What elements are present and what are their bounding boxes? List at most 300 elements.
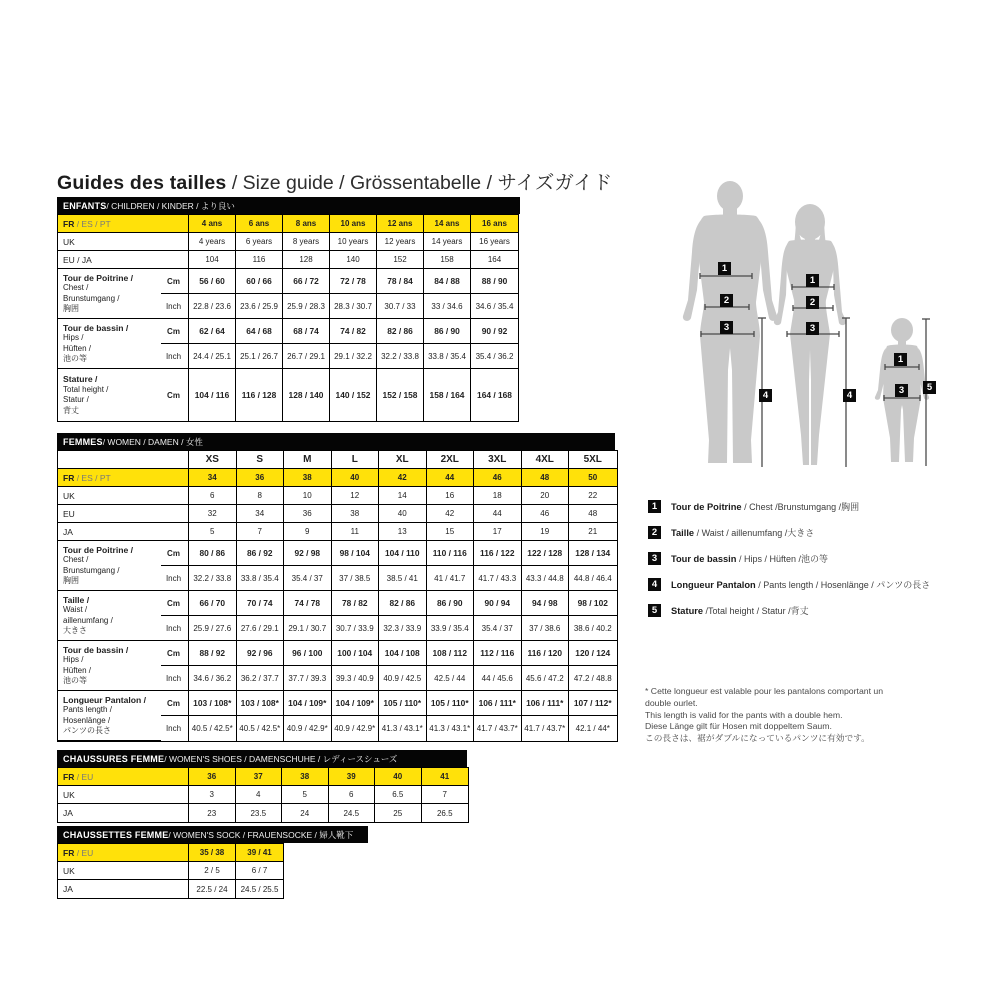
table-cell: 38 bbox=[282, 768, 329, 786]
legend-number-badge: 2 bbox=[648, 526, 661, 539]
table-cell: 92 / 96 bbox=[237, 641, 285, 666]
table-cell: 86 / 92 bbox=[237, 541, 285, 566]
table-cell: 25.9 / 27.6 bbox=[189, 616, 237, 641]
table-cell: 92 / 98 bbox=[284, 541, 332, 566]
table-cell: 12 bbox=[332, 487, 380, 505]
table-cell: 44 / 45.6 bbox=[474, 666, 522, 691]
row-label: JA bbox=[58, 880, 189, 898]
label-line: Chest / bbox=[63, 555, 89, 564]
table-cell: 33.9 / 35.4 bbox=[427, 616, 475, 641]
legend-item bbox=[648, 604, 993, 617]
table-cell: 104 / 108 bbox=[379, 641, 427, 666]
table-header-bar bbox=[57, 826, 368, 843]
table-cell: 105 / 110* bbox=[427, 691, 475, 716]
table-cell: 41.7 / 43.3 bbox=[474, 566, 522, 591]
table-cell: 86 / 90 bbox=[427, 591, 475, 616]
legend-number-badge: 3 bbox=[648, 552, 661, 565]
row-label bbox=[58, 691, 161, 741]
table-cell: 33 / 34.6 bbox=[424, 294, 471, 319]
table-cell: 3XL bbox=[474, 451, 522, 469]
women-size-table bbox=[57, 433, 618, 742]
table-cell: 128 / 140 bbox=[283, 369, 330, 421]
table-cell: 6 bbox=[329, 786, 376, 804]
children-size-table bbox=[57, 197, 520, 422]
table-cell: 80 / 86 bbox=[189, 541, 237, 566]
table-cell: 30.7 / 33 bbox=[377, 294, 424, 319]
table-row bbox=[58, 451, 617, 469]
table-cell: L bbox=[332, 451, 380, 469]
table-cell: 116 / 122 bbox=[474, 541, 522, 566]
table-cell: 27.6 / 29.1 bbox=[237, 616, 285, 641]
table-cell: 88 / 90 bbox=[471, 269, 518, 294]
legend-number-badge: 5 bbox=[648, 604, 661, 617]
legend-label-rest: / Hips / Hüften /池の等 bbox=[736, 554, 828, 564]
table-cell: 4XL bbox=[522, 451, 570, 469]
label-line: Hüften / bbox=[63, 665, 92, 675]
text-part: / EU bbox=[74, 847, 94, 858]
table-cell: 106 / 111* bbox=[474, 691, 522, 716]
table-cell: 8 bbox=[237, 487, 285, 505]
table-cell: Cm bbox=[161, 691, 189, 716]
legend-label bbox=[671, 604, 809, 617]
table-cell: 40 bbox=[375, 768, 422, 786]
table-header-bar bbox=[57, 433, 615, 450]
row-label bbox=[58, 369, 161, 421]
footnote bbox=[645, 686, 985, 745]
legend-item bbox=[648, 552, 993, 565]
table-cell: 44 bbox=[427, 469, 475, 487]
figure-marker-1: 1 bbox=[806, 274, 819, 287]
table-row bbox=[58, 880, 283, 898]
label-line: Longueur Pantalon / bbox=[63, 694, 147, 705]
text-part: / WOMEN / DAMEN / 女性 bbox=[102, 436, 203, 447]
table-cell: 22.5 / 24 bbox=[189, 880, 236, 898]
size-table bbox=[57, 450, 618, 742]
table-cell: 164 bbox=[471, 251, 518, 269]
label-line: Chest / bbox=[63, 283, 89, 292]
legend-label-bold: Tour de bassin bbox=[671, 554, 737, 564]
table-cell: Inch bbox=[161, 566, 189, 591]
legend-item bbox=[648, 578, 993, 591]
table-cell: 128 bbox=[283, 251, 330, 269]
table-cell: 7 bbox=[422, 786, 469, 804]
table-cell: Cm bbox=[161, 319, 189, 344]
table-cell: 5XL bbox=[569, 451, 617, 469]
label-line: 胸囲 bbox=[63, 576, 79, 585]
table-cell: 120 / 124 bbox=[569, 641, 617, 666]
text-part: / WOMEN'S SHOES / DAMENSCHUHE / レディースシューズ bbox=[164, 753, 398, 764]
table-cell: 2 / 5 bbox=[189, 862, 236, 880]
table-cell: 24.5 bbox=[329, 804, 376, 822]
table-cell: 21 bbox=[569, 523, 617, 541]
table-cell: 6.5 bbox=[375, 786, 422, 804]
table-cell: 14 years bbox=[424, 233, 471, 251]
table-cell: 4 years bbox=[189, 233, 236, 251]
label-line: Total height / bbox=[63, 384, 109, 394]
row-label: EU bbox=[58, 505, 189, 523]
table-cell: 2XL bbox=[427, 451, 475, 469]
label-line: Tour de Poitrine / bbox=[63, 544, 134, 555]
table-cell: 33.8 / 35.4 bbox=[424, 344, 471, 369]
table-row bbox=[58, 369, 518, 421]
text-part: CHAUSSETTES FEMME bbox=[63, 829, 169, 840]
table-cell: 24 bbox=[282, 804, 329, 822]
table-cell: 4 bbox=[236, 786, 283, 804]
table-cell: 37.7 / 39.3 bbox=[284, 666, 332, 691]
table-cell: 23.6 / 25.9 bbox=[236, 294, 283, 319]
table-cell bbox=[58, 451, 189, 469]
table-cell: 98 / 104 bbox=[332, 541, 380, 566]
table-cell: 13 bbox=[379, 523, 427, 541]
table-cell: 10 ans bbox=[330, 215, 377, 233]
text-part: / ES / PT bbox=[74, 218, 111, 229]
label-line: Stature / bbox=[63, 374, 98, 384]
table-cell: 62 / 64 bbox=[189, 319, 236, 344]
table-row bbox=[58, 591, 617, 616]
table-row bbox=[58, 862, 283, 880]
table-cell: 23 bbox=[189, 804, 236, 822]
table-cell: 34.6 / 36.2 bbox=[189, 666, 237, 691]
table-cell: 42.5 / 44 bbox=[427, 666, 475, 691]
figure-marker-1: 1 bbox=[718, 262, 731, 275]
table-cell: 39 / 41 bbox=[236, 844, 283, 862]
table-cell: 35.4 / 37 bbox=[284, 566, 332, 591]
legend-item bbox=[648, 500, 993, 513]
table-cell: 98 / 102 bbox=[569, 591, 617, 616]
page-title-main: Guides des tailles bbox=[57, 172, 227, 194]
legend-label-rest: / Chest /Brunstumgang /胸囲 bbox=[741, 502, 860, 512]
footnote-line: * Cette longueur est valable pour les pantalons comportant un bbox=[645, 686, 884, 696]
label-line: aillenumfang / bbox=[63, 615, 113, 625]
table-row bbox=[58, 269, 518, 294]
table-row bbox=[58, 541, 617, 566]
table-cell: Cm bbox=[161, 369, 189, 421]
table-cell: 8 years bbox=[283, 233, 330, 251]
table-cell: 26.7 / 29.1 bbox=[283, 344, 330, 369]
label-line: 胸囲 bbox=[63, 304, 79, 313]
label-line: Hips / bbox=[63, 655, 84, 664]
table-cell: 40.5 / 42.5* bbox=[189, 716, 237, 741]
table-cell: 14 ans bbox=[424, 215, 471, 233]
table-row bbox=[58, 233, 518, 251]
table-cell: 34.6 / 35.4 bbox=[471, 294, 518, 319]
table-cell: 36.2 / 37.7 bbox=[237, 666, 285, 691]
table-cell: 19 bbox=[522, 523, 570, 541]
table-cell: 29.1 / 30.7 bbox=[284, 616, 332, 641]
label-line: Brunstumgang / bbox=[63, 293, 120, 303]
table-cell: 44.8 / 46.4 bbox=[569, 566, 617, 591]
table-cell: 29.1 / 32.2 bbox=[330, 344, 377, 369]
row-label: UK bbox=[58, 786, 189, 804]
table-cell: 90 / 92 bbox=[471, 319, 518, 344]
row-label bbox=[58, 319, 161, 369]
table-row bbox=[58, 691, 617, 716]
table-cell: 88 / 92 bbox=[189, 641, 237, 666]
label-line: Hüften / bbox=[63, 343, 92, 353]
table-cell: 5 bbox=[189, 523, 237, 541]
table-cell: 82 / 86 bbox=[379, 591, 427, 616]
label-line: パンツの長さ bbox=[63, 726, 111, 735]
table-row bbox=[58, 768, 468, 786]
table-cell: 23.5 bbox=[236, 804, 283, 822]
table-cell: 24.5 / 25.5 bbox=[240, 884, 279, 894]
label-line: Statur / bbox=[63, 395, 89, 404]
table-cell: 90 / 94 bbox=[474, 591, 522, 616]
table-cell: 86 / 90 bbox=[424, 319, 471, 344]
table-header-bar bbox=[57, 750, 467, 767]
row-label bbox=[58, 768, 189, 786]
text-part: FEMMES bbox=[63, 436, 103, 447]
size-table bbox=[57, 767, 469, 823]
table-cell: 104 / 109* bbox=[284, 691, 332, 716]
table-cell: 140 / 152 bbox=[330, 369, 377, 421]
table-cell: 12 years bbox=[377, 233, 424, 251]
table-cell: 158 bbox=[424, 251, 471, 269]
table-cell: 37 bbox=[236, 768, 283, 786]
text-part: FR bbox=[63, 472, 75, 483]
row-label: UK bbox=[58, 233, 189, 251]
table-cell: 22 bbox=[569, 487, 617, 505]
table-cell: 14 bbox=[379, 487, 427, 505]
table-cell: 78 / 84 bbox=[377, 269, 424, 294]
text-part: / EU bbox=[74, 771, 94, 782]
figure-marker-1: 1 bbox=[894, 353, 907, 366]
table-cell: 164 / 168 bbox=[477, 390, 512, 400]
table-cell: 122 / 128 bbox=[522, 541, 570, 566]
table-cell: 17 bbox=[474, 523, 522, 541]
table-cell: 36 bbox=[189, 768, 236, 786]
table-cell: 46 bbox=[474, 469, 522, 487]
table-cell: Inch bbox=[161, 344, 189, 369]
table-cell: 116 bbox=[236, 251, 283, 269]
table-row bbox=[58, 215, 518, 233]
label-line: 池の等 bbox=[63, 676, 87, 685]
legend-label-rest: /Total height / Statur /背丈 bbox=[703, 606, 809, 616]
table-cell: 42.1 / 44* bbox=[575, 724, 610, 733]
table-cell: 11 bbox=[332, 523, 380, 541]
table-cell: 42 bbox=[427, 505, 475, 523]
table-cell: 6 / 7 bbox=[236, 862, 283, 880]
table-cell: 74 / 82 bbox=[330, 319, 377, 344]
row-label bbox=[58, 215, 189, 233]
table-cell: 35.4 / 36.2 bbox=[471, 344, 518, 369]
table-cell: 50 bbox=[569, 469, 617, 487]
table-cell: 41 bbox=[422, 768, 469, 786]
table-cell: 41.3 / 43.1* bbox=[379, 716, 427, 741]
table-cell: 66 / 70 bbox=[189, 591, 237, 616]
table-cell: 41.3 / 43.1* bbox=[427, 716, 475, 741]
row-label bbox=[58, 844, 189, 862]
label-line: Brunstumgang / bbox=[63, 565, 120, 575]
table-cell: 140 bbox=[330, 251, 377, 269]
table-cell: 25 bbox=[375, 804, 422, 822]
row-label: UK bbox=[58, 862, 189, 880]
table-row bbox=[58, 251, 518, 269]
table-cell: 10 bbox=[284, 487, 332, 505]
table-cell: 104 / 109* bbox=[332, 691, 380, 716]
table-cell: 38 bbox=[332, 505, 380, 523]
table-cell: 104 / 116 bbox=[189, 369, 236, 421]
footnote-line: double ourlet. bbox=[645, 697, 698, 708]
text-part: FR bbox=[63, 847, 75, 858]
figure-marker-5: 5 bbox=[923, 381, 936, 394]
table-cell: S bbox=[237, 451, 285, 469]
row-label bbox=[58, 269, 161, 319]
legend-label-rest: / Waist / aillenumfang /大きさ bbox=[694, 528, 815, 538]
table-cell: 48 bbox=[569, 505, 617, 523]
table-cell: 64 / 68 bbox=[236, 319, 283, 344]
table-cell: 94 / 98 bbox=[522, 591, 570, 616]
table-cell: 16 years bbox=[471, 233, 518, 251]
table-cell: 5 bbox=[282, 786, 329, 804]
table-cell: 108 / 112 bbox=[427, 641, 475, 666]
text-part: FR bbox=[63, 218, 75, 229]
label-line: 大きさ bbox=[63, 626, 87, 635]
figure-marker-4: 4 bbox=[843, 389, 856, 402]
table-cell: 82 / 86 bbox=[377, 319, 424, 344]
table-cell: 33.8 / 35.4 bbox=[237, 566, 285, 591]
table-cell: 60 / 66 bbox=[236, 269, 283, 294]
women-shoes-table bbox=[57, 750, 469, 823]
table-cell: 6 ans bbox=[236, 215, 283, 233]
women-socks-table bbox=[57, 826, 368, 899]
legend-label bbox=[671, 552, 828, 565]
table-row bbox=[58, 523, 617, 541]
table-cell: 24.4 / 25.1 bbox=[189, 344, 236, 369]
table-cell: Inch bbox=[161, 616, 189, 641]
legend-number-badge: 4 bbox=[648, 578, 661, 591]
table-cell: 47.2 / 48.8 bbox=[569, 666, 617, 691]
table-cell: 28.3 / 30.7 bbox=[330, 294, 377, 319]
table-cell: 30.7 / 33.9 bbox=[332, 616, 380, 641]
figure-marker-3: 3 bbox=[895, 384, 908, 397]
body-measurement-figure bbox=[640, 170, 985, 480]
table-cell: 128 / 134 bbox=[569, 541, 617, 566]
table-row bbox=[58, 505, 617, 523]
table-cell: 37 / 38.6 bbox=[522, 616, 570, 641]
table-cell: 110 / 116 bbox=[427, 541, 475, 566]
legend-label-bold: Stature bbox=[671, 606, 704, 616]
table-row bbox=[58, 319, 518, 344]
figure-marker-2: 2 bbox=[720, 294, 733, 307]
label-line: Tour de bassin / bbox=[63, 644, 129, 655]
table-cell: Cm bbox=[161, 269, 189, 294]
table-cell: 106 / 111* bbox=[522, 691, 570, 716]
table-cell: 66 / 72 bbox=[283, 269, 330, 294]
legend-label-rest: / Pants length / Hosenlänge / パンツの長さ bbox=[755, 580, 931, 590]
table-cell: 22.8 / 23.6 bbox=[189, 294, 236, 319]
table-cell: 40.5 / 42.5* bbox=[237, 716, 285, 741]
table-cell: 38.5 / 41 bbox=[379, 566, 427, 591]
row-label: JA bbox=[58, 523, 189, 541]
table-row bbox=[58, 641, 617, 666]
table-cell: 41 / 41.7 bbox=[427, 566, 475, 591]
table-cell: 41.7 / 43.7* bbox=[522, 716, 570, 741]
label-line: Tour de Poitrine / bbox=[63, 272, 134, 283]
table-cell: 48 bbox=[522, 469, 570, 487]
table-cell: XL bbox=[379, 451, 427, 469]
table-cell: 103 / 108* bbox=[189, 691, 237, 716]
table-cell: 56 / 60 bbox=[189, 269, 236, 294]
table-cell: 16 bbox=[427, 487, 475, 505]
table-cell: 6 bbox=[189, 487, 237, 505]
table-cell: 38 bbox=[284, 469, 332, 487]
table-cell: 8 ans bbox=[283, 215, 330, 233]
table-cell: 70 / 74 bbox=[237, 591, 285, 616]
table-cell: 42 bbox=[379, 469, 427, 487]
table-cell: 9 bbox=[284, 523, 332, 541]
table-cell: 116 / 128 bbox=[236, 369, 283, 421]
table-cell: 34 bbox=[237, 505, 285, 523]
row-label: EU / JA bbox=[58, 251, 189, 269]
table-cell: 100 / 104 bbox=[332, 641, 380, 666]
legend-label-bold: Tour de Poitrine bbox=[671, 502, 742, 512]
table-cell: 32.2 / 33.8 bbox=[189, 566, 237, 591]
table-cell: 36 bbox=[284, 505, 332, 523]
figure-marker-3: 3 bbox=[806, 322, 819, 335]
footnote-line: This length is valid for the pants with a double hem. bbox=[645, 709, 843, 720]
table-cell: 12 ans bbox=[377, 215, 424, 233]
table-cell: 46 bbox=[522, 505, 570, 523]
table-row bbox=[58, 487, 617, 505]
table-cell: 40.9 / 42.9* bbox=[284, 716, 332, 741]
page-title bbox=[57, 167, 612, 195]
table-row bbox=[58, 804, 468, 822]
table-cell: Inch bbox=[161, 716, 189, 741]
table-cell: 44 bbox=[474, 505, 522, 523]
table-cell: 16 ans bbox=[471, 215, 518, 233]
label-line: Waist / bbox=[63, 605, 88, 614]
table-cell: 158 / 164 bbox=[424, 369, 471, 421]
table-cell: 39 bbox=[329, 768, 376, 786]
table-cell: 38.6 / 40.2 bbox=[569, 616, 617, 641]
legend-label bbox=[671, 526, 814, 539]
table-cell: XS bbox=[189, 451, 237, 469]
table-cell: 41.7 / 43.7* bbox=[474, 716, 522, 741]
row-label bbox=[58, 541, 161, 591]
label-line: 池の等 bbox=[63, 354, 87, 363]
legend-item bbox=[648, 526, 993, 539]
table-cell: Inch bbox=[161, 666, 189, 691]
table-cell: 112 / 116 bbox=[474, 641, 522, 666]
figure-marker-2: 2 bbox=[806, 296, 819, 309]
table-row bbox=[58, 844, 283, 862]
table-cell: 10 years bbox=[330, 233, 377, 251]
legend-number-badge: 1 bbox=[648, 500, 661, 513]
table-row bbox=[58, 786, 468, 804]
table-cell: 34 bbox=[189, 469, 237, 487]
table-cell: 107 / 112* bbox=[569, 691, 617, 716]
table-cell: 26.5 bbox=[436, 808, 453, 818]
row-label bbox=[58, 469, 189, 487]
label-line: Pants length / bbox=[63, 705, 112, 714]
text-part: FR bbox=[63, 771, 75, 782]
legend-label bbox=[671, 578, 930, 591]
label-line: Hips / bbox=[63, 333, 84, 342]
table-cell: Cm bbox=[161, 591, 189, 616]
size-table bbox=[57, 214, 519, 422]
measurement-legend bbox=[648, 500, 993, 630]
table-cell: 18 bbox=[474, 487, 522, 505]
table-cell: 37 / 38.5 bbox=[332, 566, 380, 591]
table-cell: 104 bbox=[189, 251, 236, 269]
text-part: / WOMEN'S SOCK / FRAUENSOCKE / 婦人靴下 bbox=[168, 829, 354, 840]
table-cell: 104 / 110 bbox=[379, 541, 427, 566]
table-cell: 43.3 / 44.8 bbox=[522, 566, 570, 591]
table-cell: 39.3 / 40.9 bbox=[332, 666, 380, 691]
table-cell: 152 bbox=[377, 251, 424, 269]
table-cell: 152 / 158 bbox=[377, 369, 424, 421]
